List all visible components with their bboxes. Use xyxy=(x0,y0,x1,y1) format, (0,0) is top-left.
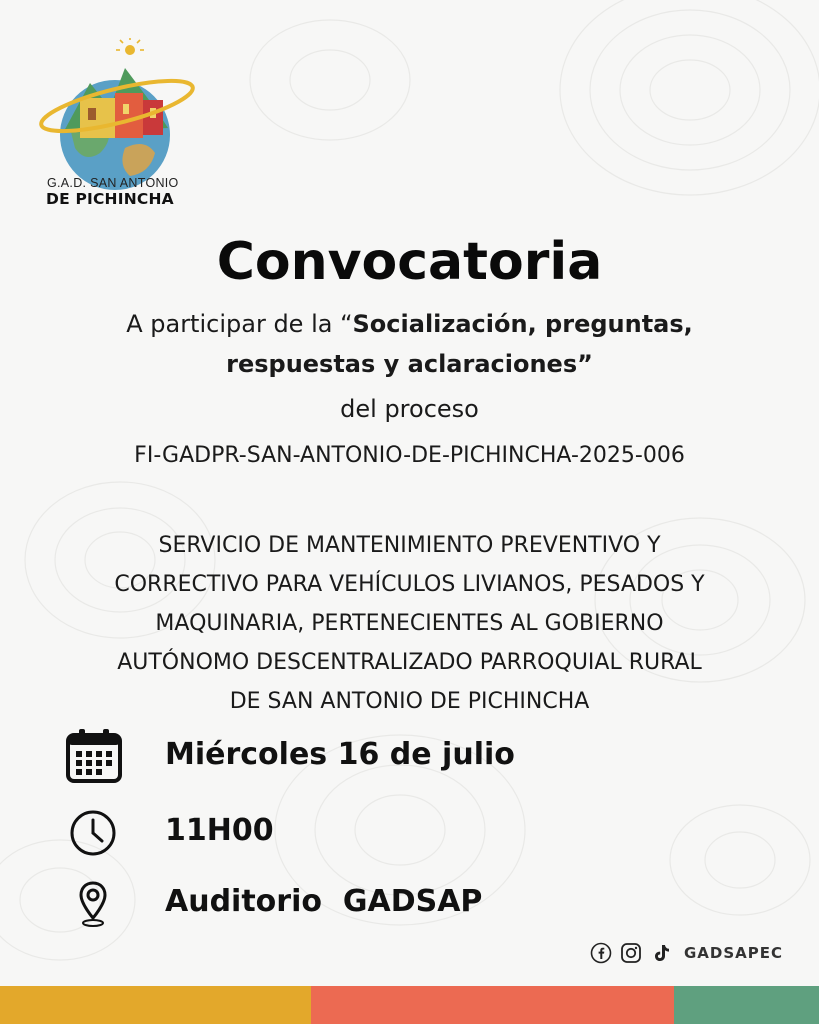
page-title: Convocatoria xyxy=(216,232,603,292)
logo-caption-line1: G.A.D. SAN ANTONIO xyxy=(47,176,179,190)
social-media-bar xyxy=(590,939,783,967)
service-description xyxy=(40,526,779,721)
intro-line1 xyxy=(0,310,819,338)
description-line: CORRECTIVO PARA VEHÍCULOS LIVIANOS, PESADOS Y xyxy=(114,572,705,597)
description-line: AUTÓNOMO DESCENTRALIZADO PARROQUIAL RURAL xyxy=(117,650,702,675)
intro-prefix: A participar de la “ xyxy=(126,310,353,338)
location-pin-icon xyxy=(78,880,108,928)
event-time: 11H00 xyxy=(165,813,274,848)
event-location: Auditorio GADSAP xyxy=(165,884,483,919)
calendar-icon xyxy=(65,727,123,785)
logo-caption-line2: DE PICHINCHA xyxy=(46,190,174,208)
description-line: MAQUINARIA, PERTENECIENTES AL GOBIERNO xyxy=(155,611,664,636)
event-date: Miércoles 16 de julio xyxy=(165,737,515,772)
description-line: SERVICIO DE MANTENIMIENTO PREVENTIVO Y xyxy=(158,533,661,558)
description-line: DE SAN ANTONIO DE PICHINCHA xyxy=(229,689,590,714)
footer-bar-coral xyxy=(311,986,674,1024)
intro-bold-part2: respuestas y aclaraciones” xyxy=(226,350,593,378)
process-code: FI-GADPR-SAN-ANTONIO-DE-PICHINCHA-2025-006 xyxy=(134,443,685,468)
facebook-icon[interactable] xyxy=(590,942,612,964)
tiktok-icon[interactable] xyxy=(650,942,672,964)
footer-bar-green xyxy=(674,986,819,1024)
clock-icon xyxy=(68,808,118,858)
intro-suffix: del proceso xyxy=(340,395,479,423)
footer-bar-yellow xyxy=(0,986,311,1024)
instagram-icon[interactable] xyxy=(620,942,642,964)
intro-bold-part1: Socialización, preguntas, xyxy=(352,310,693,338)
social-handle[interactable]: GADSAPEC xyxy=(684,944,784,962)
